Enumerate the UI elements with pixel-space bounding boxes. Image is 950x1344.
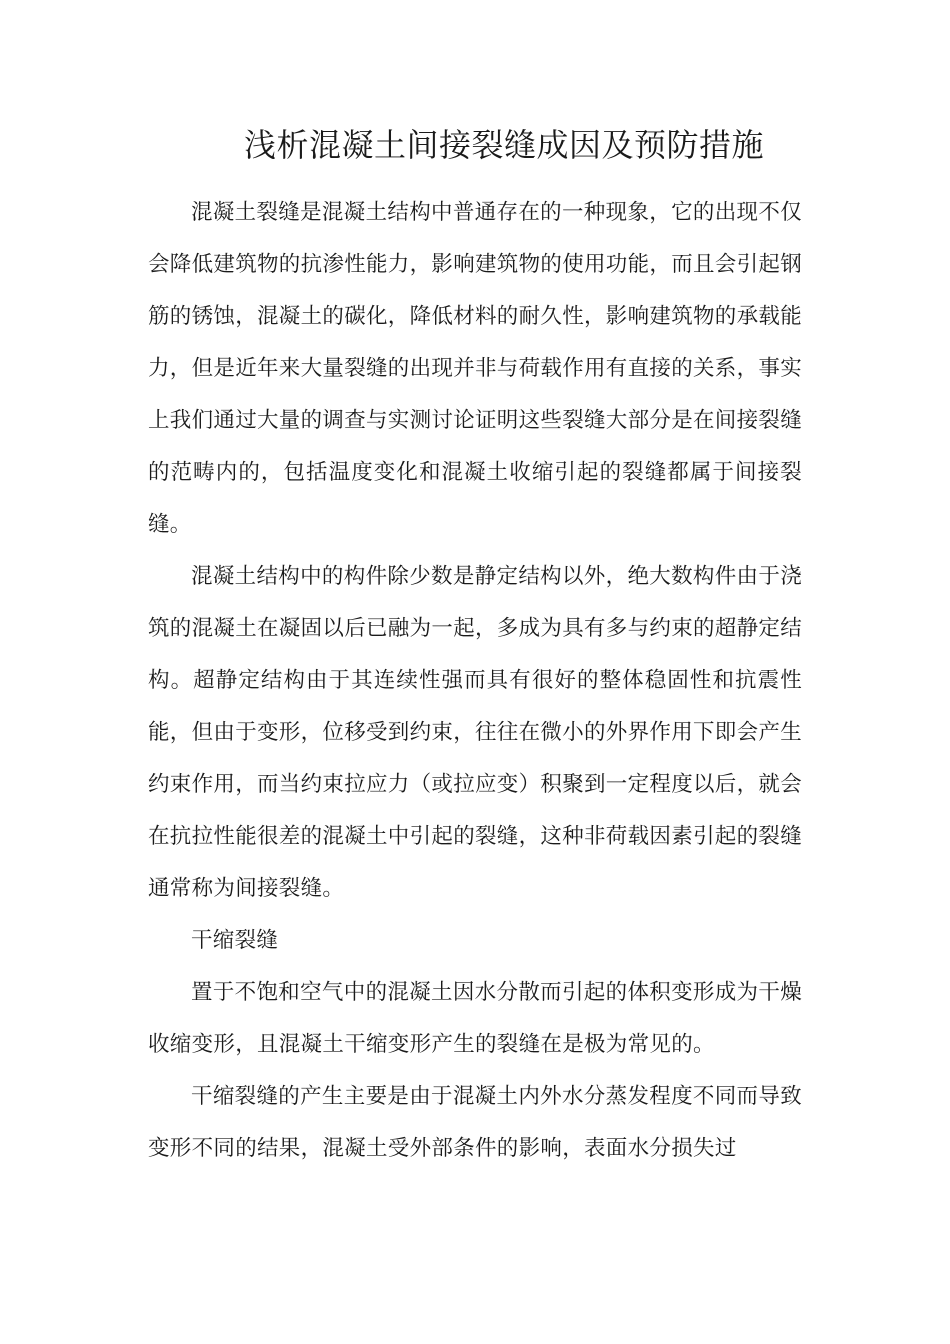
paragraph-shrinkage-definition: 置于不饱和空气中的混凝土因水分散而引起的体积变形成为干燥收缩变形，且混凝土干缩变形产生的裂缝在是极为常见的。 — [148, 980, 802, 1057]
document-title: 浅析混凝土间接裂缝成因及预防措施 — [244, 126, 765, 164]
paragraph-indirect-cracks: 混凝土结构中的构件除少数是静定结构以外，绝大数构件由于浇筑的混凝土在凝固以后已融为一起，多成为具有多与约束的超静定结构。超静定结构由于其连续性强而具有很好的整体稳固性和抗震性能，但由于变形，位移受到约束，往往在微小的外界作用下即会产生约束作用，而当约束拉应力（或拉应变）积聚到一定程度以后，就会在抗拉性能很差的混凝土中引起的裂缝，这种非荷载因素引起的裂缝通常称为间接裂缝。 — [148, 564, 803, 901]
paragraph-shrinkage-cause: 干缩裂缝的产生主要是由于混凝土内外水分蒸发程度不同而导致变形不同的结果，混凝土受外部条件的影响，表面水分损失过 — [148, 1084, 802, 1161]
document-body — [148, 187, 802, 1175]
paragraph-intro: 混凝土裂缝是混凝土结构中普通存在的一种现象，它的出现不仅会降低建筑物的抗渗性能力，影响建筑物的使用功能，而且会引起钢筋的锈蚀，混凝土的碳化，降低材料的耐久性，影响建筑物的承载能力，但是近年来大量裂缝的出现并非与荷载作用有直接的关系，事实上我们通过大量的调查与实测讨论证明这些裂缝大部分是在间接裂缝的范畴内的，包括温度变化和混凝土收缩引起的裂缝都属于间接裂缝。 — [148, 200, 803, 537]
section-heading-shrinkage-cracks: 干缩裂缝 — [191, 928, 279, 953]
